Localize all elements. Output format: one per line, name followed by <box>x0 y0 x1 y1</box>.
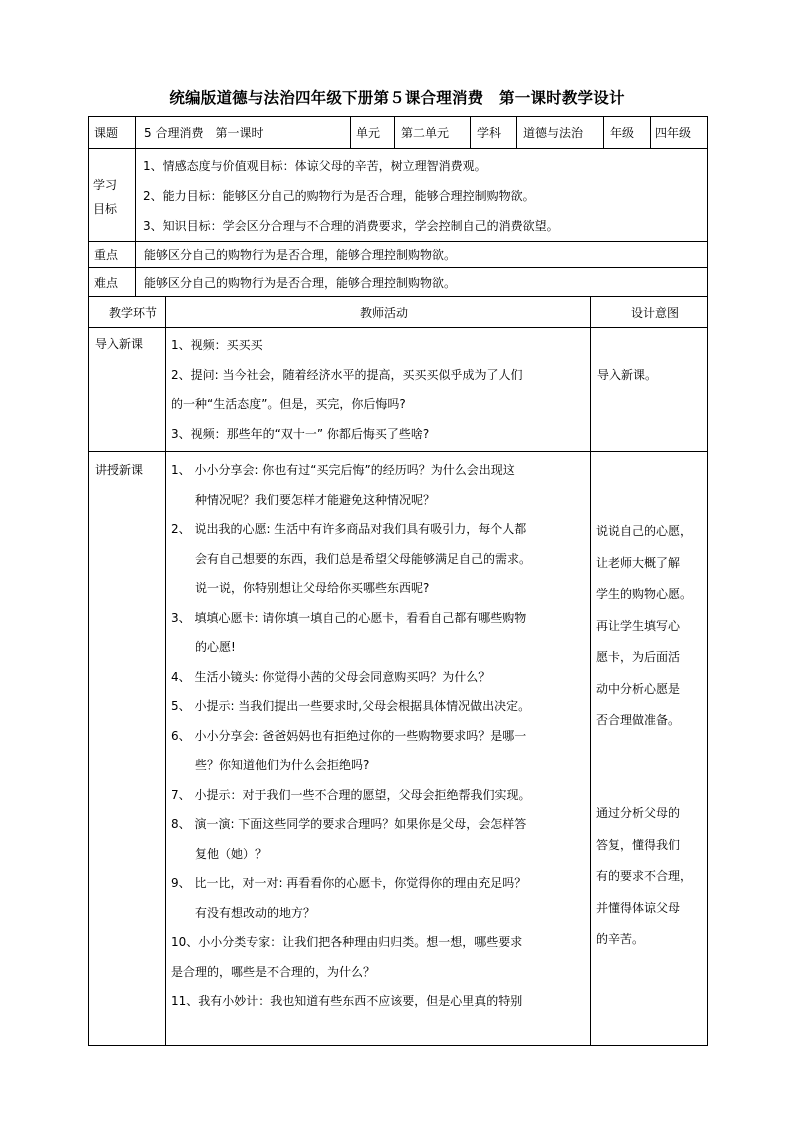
row-divider <box>89 148 707 149</box>
intro-stage: 导入新课 <box>95 337 144 351</box>
intent-line: 有的要求不合理， <box>596 869 693 883</box>
intent-line: 并懂得体谅父母 <box>596 900 681 915</box>
lesson-plan-table <box>88 116 708 1046</box>
activity-line: 1、视频：买买买 <box>171 338 263 352</box>
row-divider <box>89 451 707 452</box>
activity-line: 1、 小小分享会: 你也有过“买完后悔”的经历吗？为什么会出现这 <box>171 463 515 477</box>
activity-line: 2、 说出我的心愿: 生活中有许多商品对我们具有吸引力，每个人都 <box>171 522 527 536</box>
activity-line: 是合理的，哪些是不合理的，为什么？ <box>171 964 376 979</box>
activity-line: 11、我有小妙计：我也知道有些东西不应该要，但是心里真的特别 <box>171 994 523 1008</box>
intent-line: 说说自己的心愿， <box>596 524 693 538</box>
goal-item: 1、情感态度与价值观目标：体谅父母的辛苦，树立理智消费观。 <box>143 159 487 173</box>
column-header-stage: 教学环节 <box>108 305 157 320</box>
goals-list <box>143 151 559 241</box>
activity-line: 6、 小小分享会: 爸爸妈妈也有拒绝过你的一些购物要求吗？是哪一 <box>171 728 527 743</box>
intent-line: 否合理做准备。 <box>596 713 681 727</box>
intro-intent: 导入新课。 <box>597 368 658 382</box>
column-header-activity: 教师活动 <box>359 305 408 320</box>
lecture-intent-block-2 <box>596 798 692 956</box>
intro-activity-list <box>171 331 523 449</box>
subject-label: 学科 <box>477 126 502 140</box>
goals-label-line2: 目标 <box>93 202 118 216</box>
subject-value: 道德与法治 <box>523 126 584 140</box>
goals-label-line1: 学习 <box>93 178 118 192</box>
activity-line: 3、视频：那些年的“双十一” 你都后悔买了些啥? <box>171 426 430 441</box>
grade-label: 年级 <box>610 126 635 140</box>
goal-item: 2、能力目标：能够区分自己的购物行为是否合理，能够合理控制购物欲。 <box>143 189 535 203</box>
intent-line: 动中分析心愿是 <box>596 681 681 696</box>
lecture-stage: 讲授新课 <box>95 463 144 477</box>
activity-line: 些？你知道他们为什么会拒绝吗? <box>171 758 370 772</box>
activity-line: 2、提问: 当今社会，随着经济水平的提高，买买买似乎成为了人们 <box>171 367 523 382</box>
activity-line: 10、小小分类专家：让我们把各种理由归归类。想一想，哪些要求 <box>171 935 523 949</box>
key-point-value: 能够区分自己的购物行为是否合理，能够合理控制购物欲。 <box>144 248 457 262</box>
activity-line: 3、 填填心愿卡: 请你填一填自己的心愿卡，看看自己都有哪些购物 <box>171 610 527 625</box>
difficulty-value: 能够区分自己的购物行为是否合理，能够合理控制购物欲。 <box>144 275 457 290</box>
intent-line: 学生的购物心愿。 <box>596 587 693 601</box>
lecture-activity-list <box>171 456 531 1017</box>
unit-value: 第二单元 <box>401 126 450 140</box>
column-header-intent: 设计意图 <box>630 305 679 320</box>
lecture-intent-block-1 <box>596 516 692 737</box>
goals-label <box>93 173 133 221</box>
key-point-label: 重点 <box>94 248 119 262</box>
intent-line: 答复，懂得我们 <box>596 837 681 852</box>
activity-line: 5、 小提示: 当我们提出一些要求时,父母会根据具体情况做出决定。 <box>171 699 531 713</box>
activity-line: 8、 演一演: 下面这些同学的要求合理吗？如果你是父母，会怎样答 <box>171 817 527 831</box>
activity-line: 会有自己想要的东西，我们总是希望父母能够满足自己的需求。 <box>171 551 532 566</box>
intent-line: 让老师大概了解 <box>596 555 681 570</box>
topic-value: 5 合理消费 第一课时 <box>144 126 264 140</box>
topic-label: 课题 <box>94 126 119 140</box>
intent-line: 再让学生填写心 <box>596 618 681 633</box>
activity-line: 有没有想改动的地方？ <box>171 905 316 920</box>
goal-item: 3、知识目标：学会区分合理与不合理的消费要求，学会控制自己的消费欲望。 <box>143 219 559 233</box>
activity-line: 9、 比一比，对一对: 再看看你的心愿卡，你觉得你的理由充足吗？ <box>171 876 527 890</box>
col-divider <box>590 297 591 1046</box>
document-title: 统编版道德与法治四年级下册第５课合理消费 第一课时教学设计 <box>169 89 625 107</box>
grade-value: 四年级 <box>655 126 692 140</box>
unit-label: 单元 <box>356 126 381 140</box>
row-divider <box>89 327 707 328</box>
activity-line: 说一说，你特别想让父母给你买哪些东西呢? <box>171 581 430 595</box>
activity-line: 复他（她）？ <box>171 846 268 861</box>
intent-line: 的辛苦。 <box>596 932 645 946</box>
difficulty-label: 难点 <box>94 275 119 290</box>
activity-line: 7、 小提示：对于我们一些不合理的愿望，父母会拒绝帮我们实现。 <box>171 787 531 802</box>
activity-line: 种情况呢？我们要怎样才能避免这种情况呢？ <box>171 492 436 507</box>
intent-line: 通过分析父母的 <box>596 806 681 820</box>
intent-line: 愿卡，为后面活 <box>596 650 681 664</box>
activity-line: 4、 生活小镜头: 你觉得小茜的父母会同意购买吗？为什么？ <box>171 669 491 684</box>
activity-line: 的一种“生活态度”。但是，买完，你后悔吗? <box>171 397 406 411</box>
activity-line: 的心愿! <box>171 640 236 654</box>
col-divider <box>165 297 166 1046</box>
